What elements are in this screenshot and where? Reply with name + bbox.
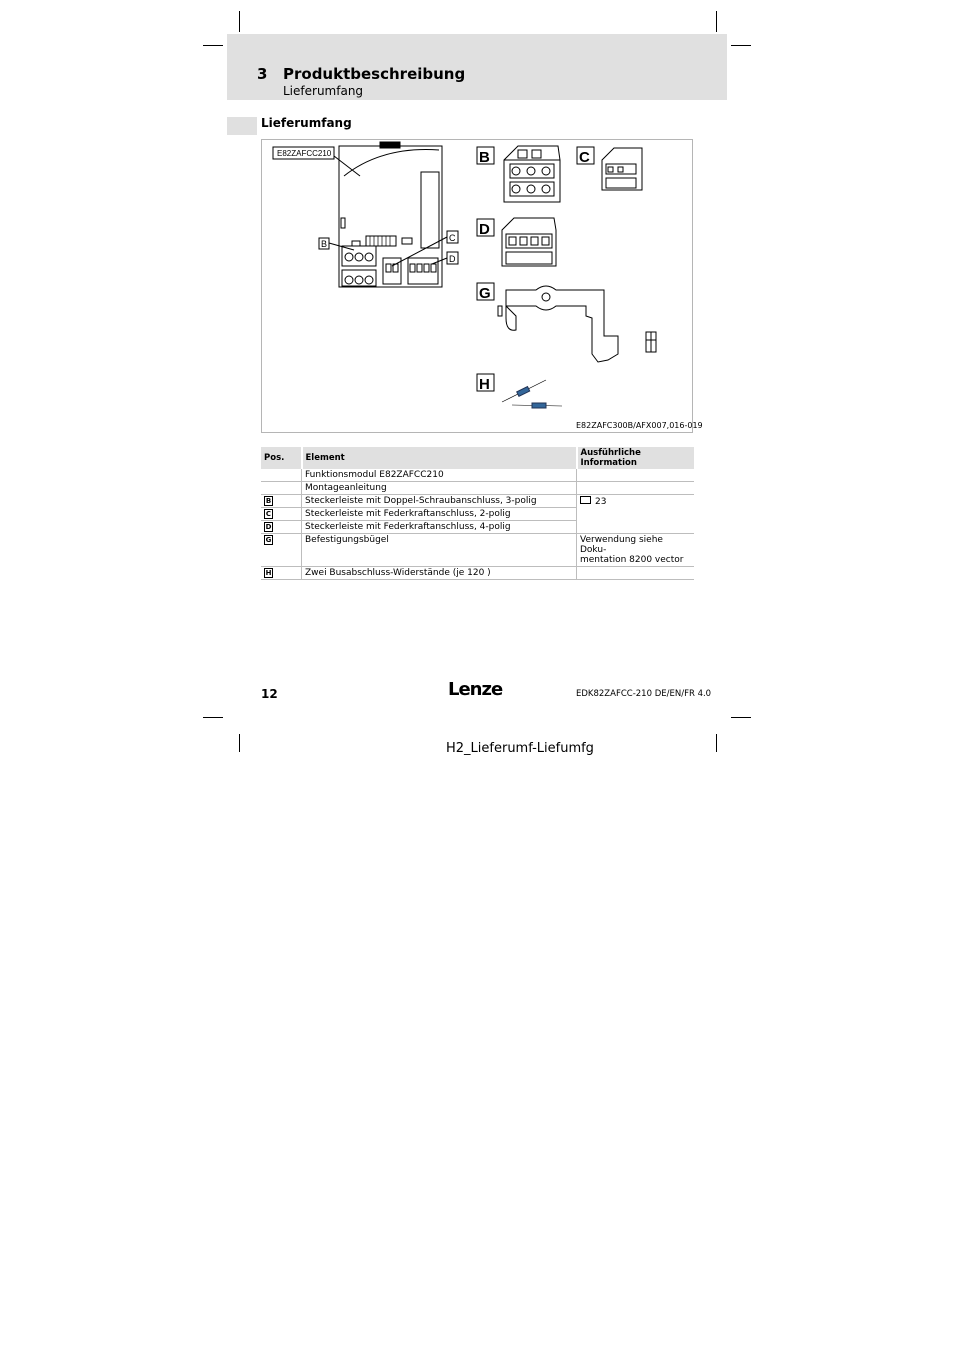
pos-key: D bbox=[265, 523, 272, 531]
pos-cell bbox=[261, 534, 302, 567]
table-row bbox=[261, 567, 694, 580]
part-label-d: D bbox=[479, 221, 490, 238]
table-row bbox=[261, 534, 694, 567]
info-cell bbox=[577, 534, 695, 567]
delivery-table bbox=[261, 447, 694, 580]
element-cell: Steckerleiste mit Federkraftanschluss, 4-polig bbox=[302, 521, 577, 534]
page-number: 12 bbox=[261, 687, 278, 701]
chapter-number: 3 bbox=[257, 65, 268, 83]
info-cell bbox=[577, 567, 695, 580]
pos-cell bbox=[261, 567, 302, 580]
crop-mark bbox=[203, 717, 223, 718]
info-cell bbox=[577, 495, 695, 534]
pos-cell bbox=[261, 469, 302, 482]
crop-mark bbox=[239, 734, 240, 752]
table-header-row bbox=[261, 447, 694, 469]
element-cell: Befestigungsbügel bbox=[302, 534, 577, 567]
crop-mark bbox=[731, 717, 751, 718]
document-reference: EDK82ZAFCC-210 DE/EN/FR 4.0 bbox=[576, 689, 712, 699]
table-row bbox=[261, 469, 694, 482]
crop-mark bbox=[203, 45, 223, 46]
part-label-h: H bbox=[479, 376, 490, 393]
delivery-figure bbox=[261, 139, 693, 433]
pos-key: C bbox=[265, 510, 272, 518]
callout-c: C bbox=[449, 233, 456, 243]
pos-key: H bbox=[265, 569, 272, 577]
pos-cell bbox=[261, 508, 302, 521]
book-icon bbox=[580, 496, 591, 504]
element-cell: Steckerleiste mit Federkraftanschluss, 2-polig bbox=[302, 508, 577, 521]
element-cell: Zwei Busabschluss-Widerstände (je 120 ) bbox=[302, 567, 577, 580]
callout-d: D bbox=[449, 254, 456, 264]
callout-b: B bbox=[321, 239, 328, 249]
element-cell: Montageanleitung bbox=[302, 482, 577, 495]
part-label-g: G bbox=[479, 285, 491, 302]
footer-label: H2_Lieferumf-Liefumfg bbox=[446, 741, 594, 756]
column-header: Element bbox=[302, 447, 577, 469]
module-label: E82ZAFCC210 bbox=[277, 149, 332, 158]
info-cell bbox=[577, 469, 695, 482]
figure-code: E82ZAFC300B/AFX007,016-019 bbox=[576, 421, 703, 430]
pos-cell bbox=[261, 495, 302, 508]
pos-cell bbox=[261, 521, 302, 534]
crop-mark bbox=[716, 734, 717, 752]
column-header: Pos. bbox=[261, 447, 302, 469]
part-label-c: C bbox=[579, 149, 590, 166]
page-reference: 23 bbox=[595, 497, 607, 507]
info-line: Verwendung siehe Doku- bbox=[580, 535, 663, 555]
lenze-logo: Lenze bbox=[448, 679, 503, 700]
column-header: Ausführliche Information bbox=[577, 447, 695, 469]
chapter-subtitle: Lieferumfang bbox=[283, 84, 364, 98]
crop-mark bbox=[716, 11, 717, 32]
crop-mark bbox=[731, 45, 751, 46]
pos-key: G bbox=[265, 536, 272, 544]
element-cell: Steckerleiste mit Doppel-Schraubanschluss, 3-polig bbox=[302, 495, 577, 508]
pos-key: B bbox=[265, 497, 272, 505]
table-row bbox=[261, 495, 694, 508]
pos-cell bbox=[261, 482, 302, 495]
table-row bbox=[261, 482, 694, 495]
element-cell: Funktionsmodul E82ZAFCC210 bbox=[302, 469, 577, 482]
section-heading: Lieferumfang bbox=[261, 116, 352, 130]
info-line: mentation 8200 vector bbox=[580, 555, 684, 565]
crop-mark bbox=[239, 11, 240, 32]
chapter-title: Produktbeschreibung bbox=[283, 65, 466, 83]
part-label-b: B bbox=[479, 149, 490, 166]
delivery-illustration bbox=[262, 140, 694, 434]
section-marker bbox=[227, 117, 257, 135]
info-cell bbox=[577, 482, 695, 495]
